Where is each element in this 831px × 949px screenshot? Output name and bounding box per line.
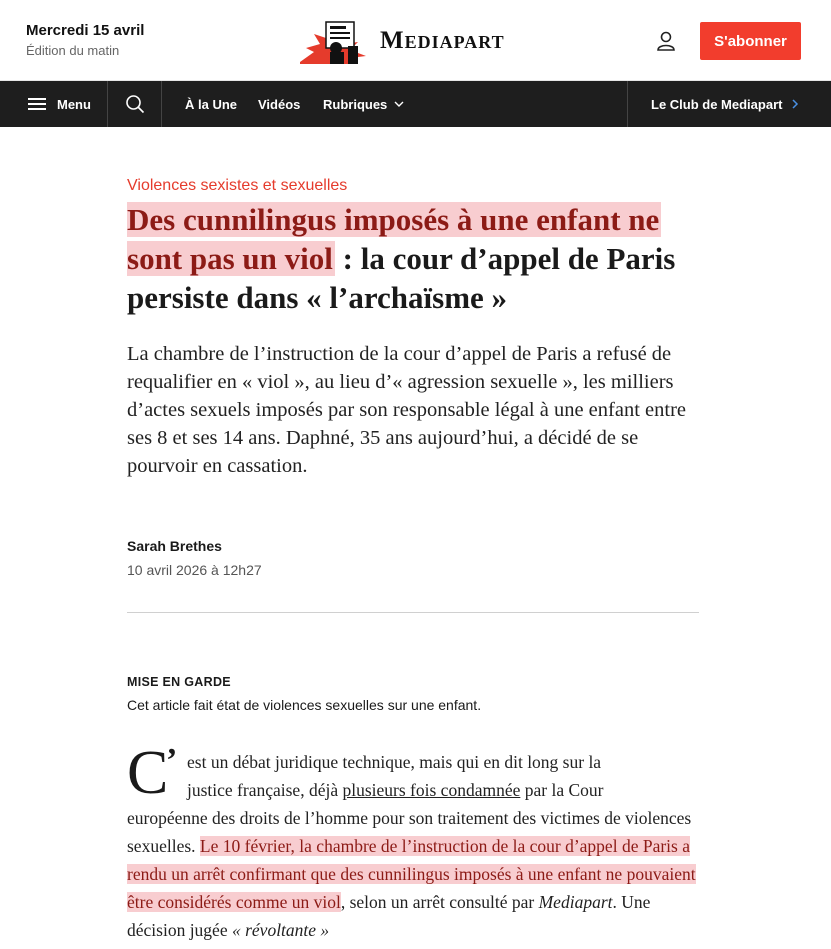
nav-link-videos[interactable]: Vidéos — [258, 96, 301, 112]
hamburger-icon — [28, 98, 46, 110]
subscribe-button[interactable]: S'abonner — [700, 22, 801, 60]
logo-emblem-icon — [300, 18, 370, 64]
publication-date: 10 avril 2026 à 12h27 — [127, 562, 262, 578]
club-mediapart-link[interactable] — [627, 81, 831, 127]
menu-button[interactable] — [0, 81, 108, 127]
body-text-segment: justice française, déjà — [187, 780, 343, 800]
chevron-down-icon — [393, 100, 405, 108]
header-date: Mercredi 15 avril — [26, 22, 145, 39]
warning-text: Cet article fait état de violences sexuelles sur une enfant. — [127, 697, 482, 713]
chevron-right-icon — [791, 98, 799, 110]
condemnations-link[interactable]: plusieurs fois condamnée — [342, 780, 521, 800]
body-text-segment: européenne des droits de l’homme pour son traitement des victimes de violences sexuelles. — [127, 808, 692, 856]
body-paragraph — [127, 808, 696, 940]
drop-cap-apostrophe: ’ — [166, 742, 178, 779]
menu-label: Menu — [57, 96, 91, 112]
article-lead: La chambre de l’instruction de la cour d’appel de Paris a refusé de requalifier en « viol », au lieu d’« agression sexuelle », les milliers d’actes sexuels imposés par son responsable légal à une enfant entre ses 8 et ses 14 ans. Daphné, 35 ans aujourd’hui, a décidé de se pourvoir en cassation. — [127, 343, 686, 477]
body-highlight: Le 10 février, la chambre de l’instruction de la cour d’appel de Paris a rendu un arrêt confirmant que des cunnilingus imposés à une enfant ne pouvaient être considérés comme un viol — [127, 836, 696, 912]
body-italic-mediapart: Mediapart — [538, 892, 613, 912]
body-italic-quote: « révoltante » — [231, 920, 330, 940]
warning-title: MISE EN GARDE — [127, 675, 231, 689]
drop-cap: C — [127, 739, 169, 807]
nav-link-a-la-une[interactable]: À la Une — [185, 96, 238, 112]
header-edition: Édition du matin — [26, 43, 120, 58]
headline-highlight: Des cunnilingus imposés à une enfant ne sont pas un viol — [127, 202, 660, 276]
search-button[interactable] — [108, 81, 162, 127]
body-line-2 — [127, 776, 699, 804]
main-nav — [0, 81, 831, 127]
article-author[interactable]: Sarah Brethes — [127, 538, 222, 554]
body-text-segment: , selon un arrêt consulté par — [340, 892, 539, 912]
logo-text: Mediapart — [380, 27, 505, 54]
site-logo[interactable] — [300, 18, 505, 64]
body-line-1: est un débat juridique technique, mais qui en dit long sur la — [187, 752, 602, 772]
body-text-segment: par la Cour — [520, 780, 604, 800]
divider — [127, 612, 699, 613]
article-kicker[interactable]: Violences sexistes et sexuelles — [127, 177, 348, 194]
body-text-segment: . Une décision jugée — [127, 892, 651, 940]
nav-link-rubriques[interactable] — [323, 81, 405, 127]
user-account-icon[interactable] — [655, 30, 677, 52]
nav-rubriques-label: Rubriques — [323, 96, 388, 112]
club-label: Le Club de Mediapart — [651, 96, 783, 112]
search-icon — [125, 94, 145, 114]
article-headline — [127, 200, 699, 317]
top-bar — [0, 0, 831, 81]
article-body — [127, 748, 699, 944]
headline-rest: : la cour d’appel de Paris persiste dans « l’archaïsme » — [127, 241, 676, 315]
